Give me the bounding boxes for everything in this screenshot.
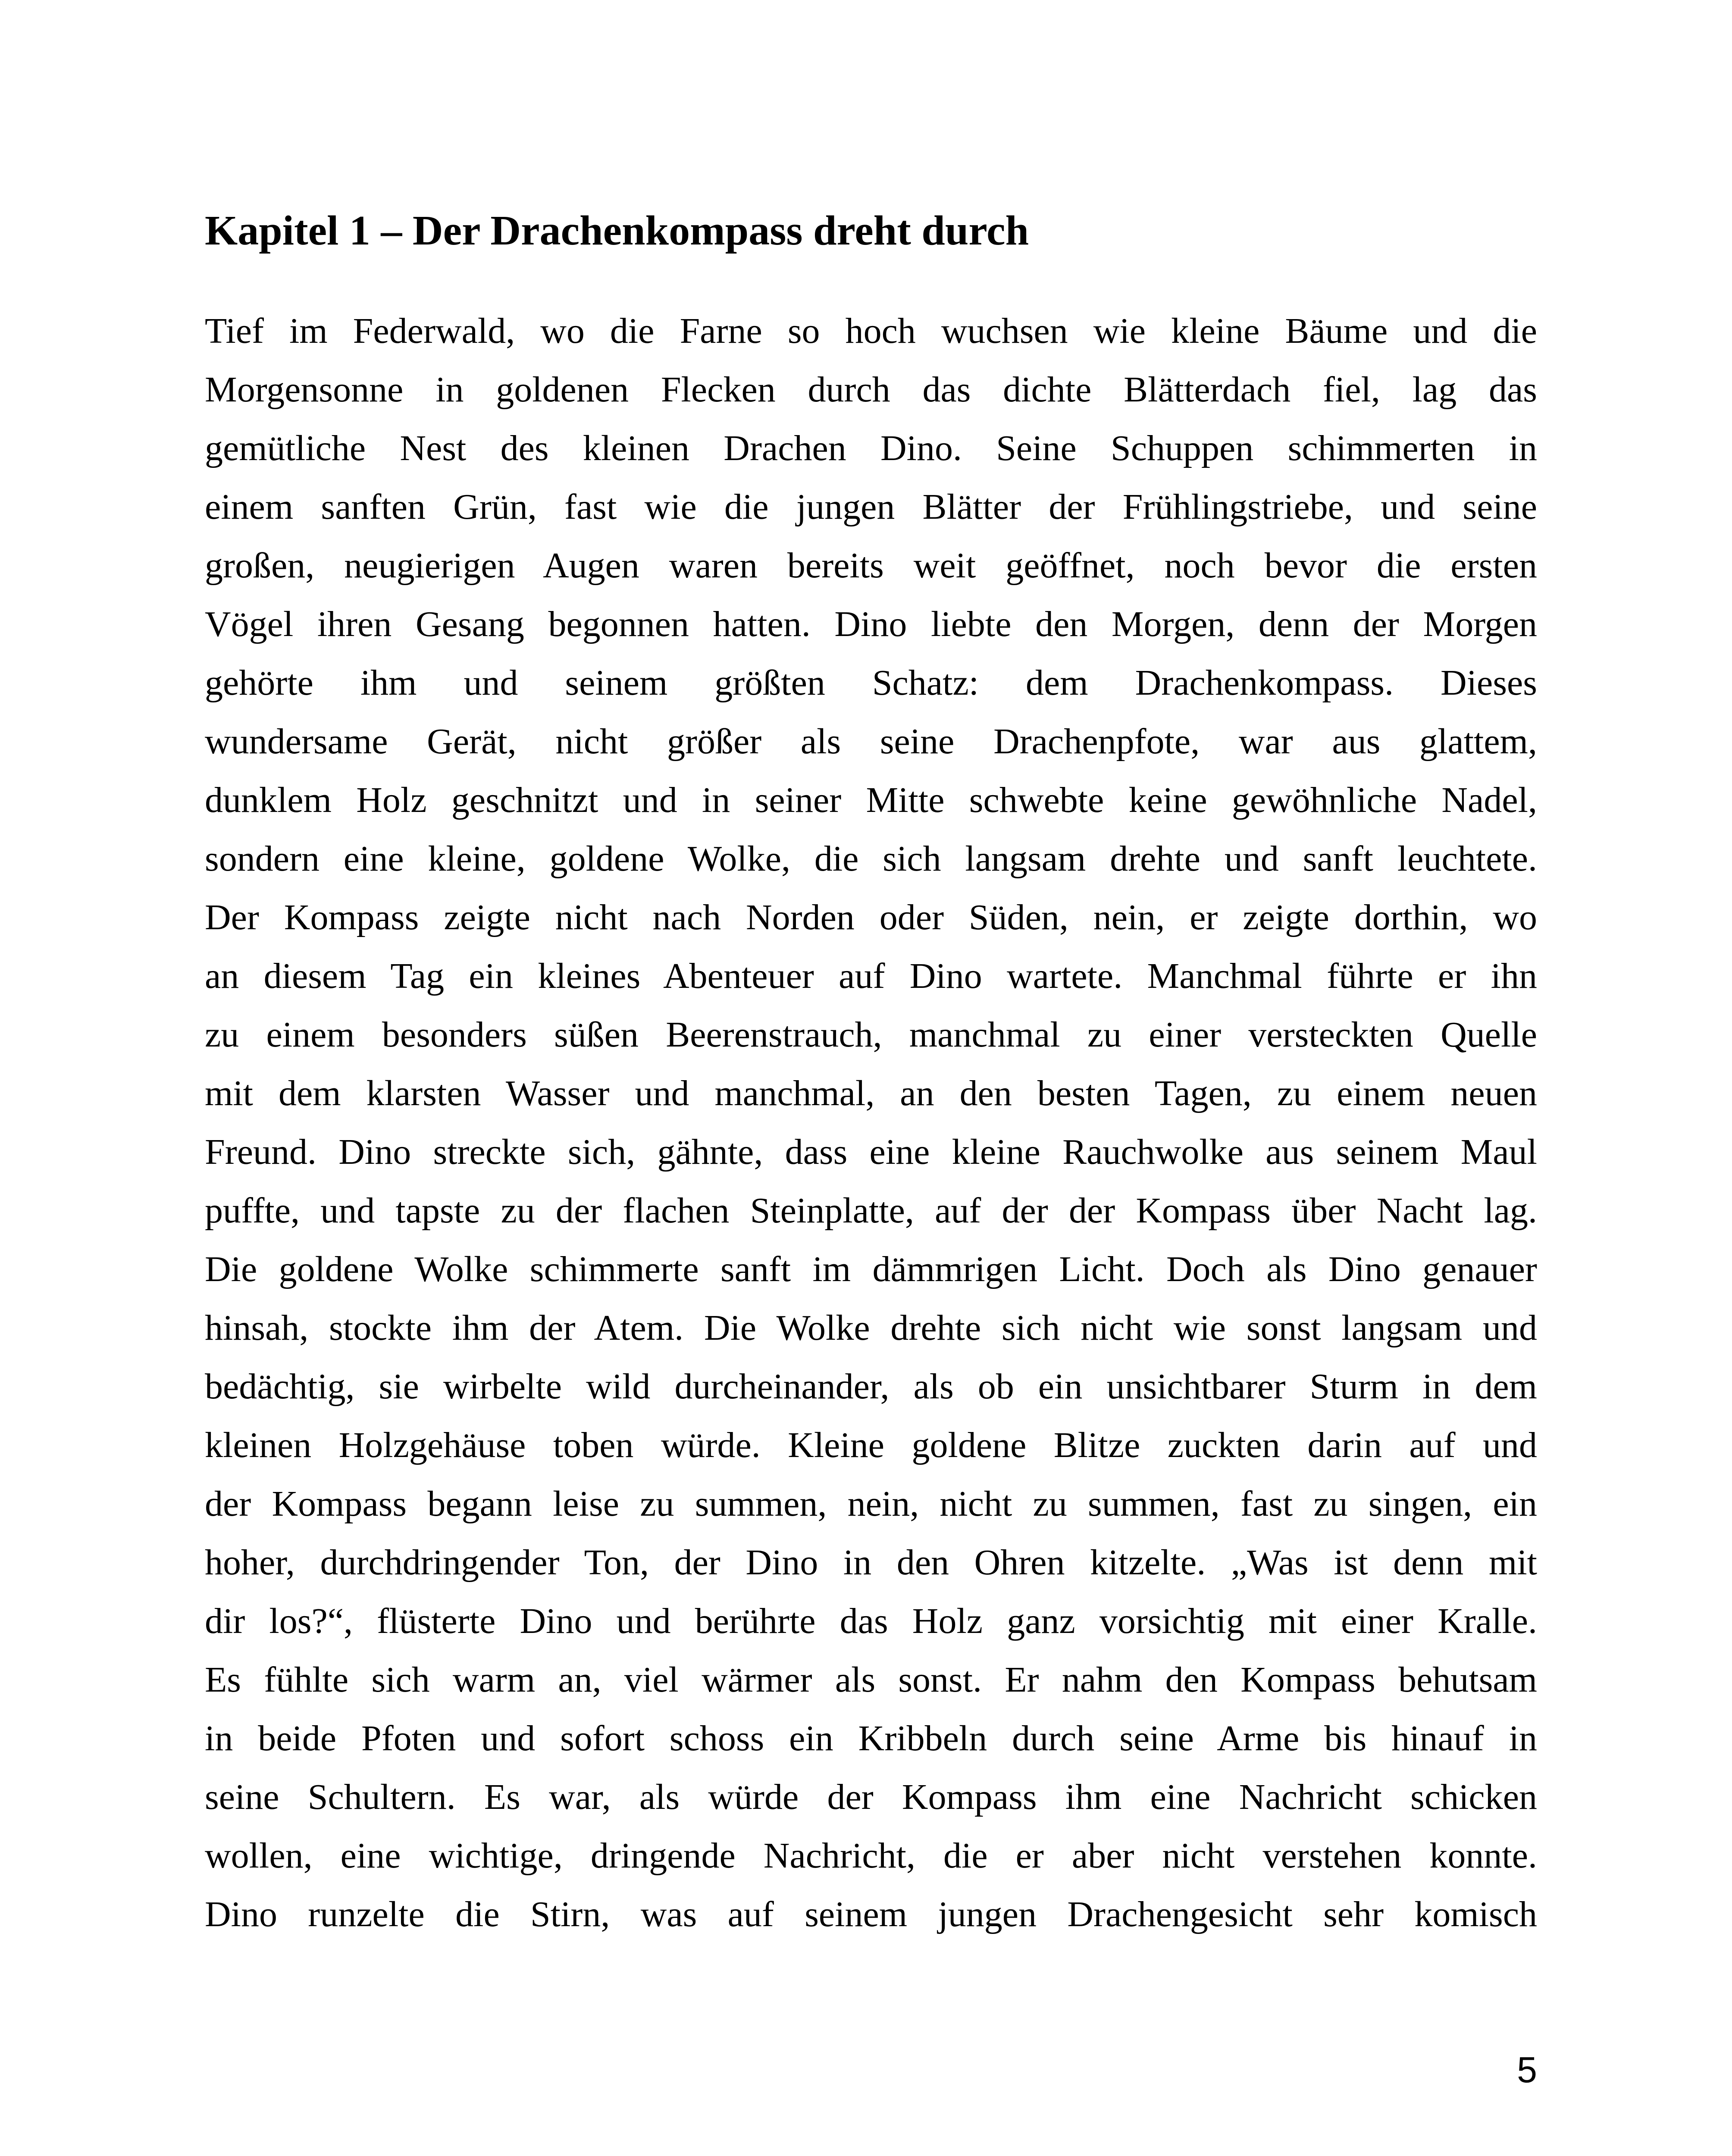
text-line: Die goldene Wolke schimmerte sanft im dämmrigen Licht. Doch als Dino genauer — [205, 1249, 1537, 1289]
page-number: 5 — [1517, 2049, 1537, 2090]
text-line: an diesem Tag ein kleines Abenteuer auf Dino wartete. Manchmal führte er ihn — [205, 956, 1537, 996]
text-line: bedächtig, sie wirbelte wild durcheinander, als ob ein unsichtbarer Sturm in dem — [205, 1366, 1537, 1407]
text-line: dunklem Holz geschnitzt und in seiner Mitte schwebte keine gewöhnliche Nadel, — [205, 780, 1537, 820]
text-line: der Kompass begann leise zu summen, nein, nicht zu summen, fast zu singen, ein — [205, 1484, 1537, 1524]
text-line: kleinen Holzgehäuse toben würde. Kleine goldene Blitze zuckten darin auf und — [205, 1425, 1537, 1465]
text-line: wollen, eine wichtige, dringende Nachricht, die er aber nicht verstehen konnte. — [205, 1836, 1537, 1876]
text-line: Tief im Federwald, wo die Farne so hoch wuchsen wie kleine Bäume und die — [205, 311, 1537, 351]
text-line: gehörte ihm und seinem größten Schatz: dem Drachenkompass. Dieses — [205, 663, 1537, 703]
text-line: Freund. Dino streckte sich, gähnte, dass eine kleine Rauchwolke aus seinem Maul — [205, 1132, 1537, 1172]
text-line: Morgensonne in goldenen Flecken durch das dichte Blätterdach fiel, lag das — [205, 370, 1537, 410]
text-line: hoher, durchdringender Ton, der Dino in den Ohren kitzelte. „Was ist denn mit — [205, 1542, 1537, 1583]
text-line: sondern eine kleine, goldene Wolke, die sich langsam drehte und sanft leuchtete. — [205, 839, 1537, 879]
text-line: zu einem besonders süßen Beerenstrauch, manchmal zu einer versteckten Quelle — [205, 1015, 1537, 1055]
text-line: mit dem klarsten Wasser und manchmal, an den besten Tagen, zu einem neuen — [205, 1073, 1537, 1113]
text-line: seine Schultern. Es war, als würde der Kompass ihm eine Nachricht schicken — [205, 1777, 1537, 1817]
text-line: großen, neugierigen Augen waren bereits weit geöffnet, noch bevor die ersten — [205, 545, 1537, 586]
body-text — [205, 302, 1537, 1944]
text-line: in beide Pfoten und sofort schoss ein Kribbeln durch seine Arme bis hinauf in — [205, 1718, 1537, 1758]
text-line: einem sanften Grün, fast wie die jungen Blätter der Frühlingstriebe, und seine — [205, 487, 1537, 527]
text-line: gemütliche Nest des kleinen Drachen Dino. Seine Schuppen schimmerten in — [205, 428, 1537, 468]
text-line: hinsah, stockte ihm der Atem. Die Wolke drehte sich nicht wie sonst langsam und — [205, 1308, 1537, 1348]
text-line: dir los?“, flüsterte Dino und berührte das Holz ganz vorsichtig mit einer Kralle. — [205, 1601, 1537, 1641]
chapter-title: Kapitel 1 – Der Drachenkompass dreht durch — [205, 207, 1029, 254]
text-line: wundersame Gerät, nicht größer als seine Drachenpfote, war aus glattem, — [205, 721, 1537, 761]
text-line: Der Kompass zeigte nicht nach Norden oder Süden, nein, er zeigte dorthin, wo — [205, 897, 1537, 937]
text-line: Vögel ihren Gesang begonnen hatten. Dino liebte den Morgen, denn der Morgen — [205, 604, 1537, 644]
text-line: Es fühlte sich warm an, viel wärmer als sonst. Er nahm den Kompass behutsam — [205, 1660, 1537, 1700]
text-line: Dino runzelte die Stirn, was auf seinem jungen Drachengesicht sehr komisch — [205, 1894, 1537, 1934]
text-line: puffte, und tapste zu der flachen Steinplatte, auf der der Kompass über Nacht lag. — [205, 1191, 1537, 1231]
